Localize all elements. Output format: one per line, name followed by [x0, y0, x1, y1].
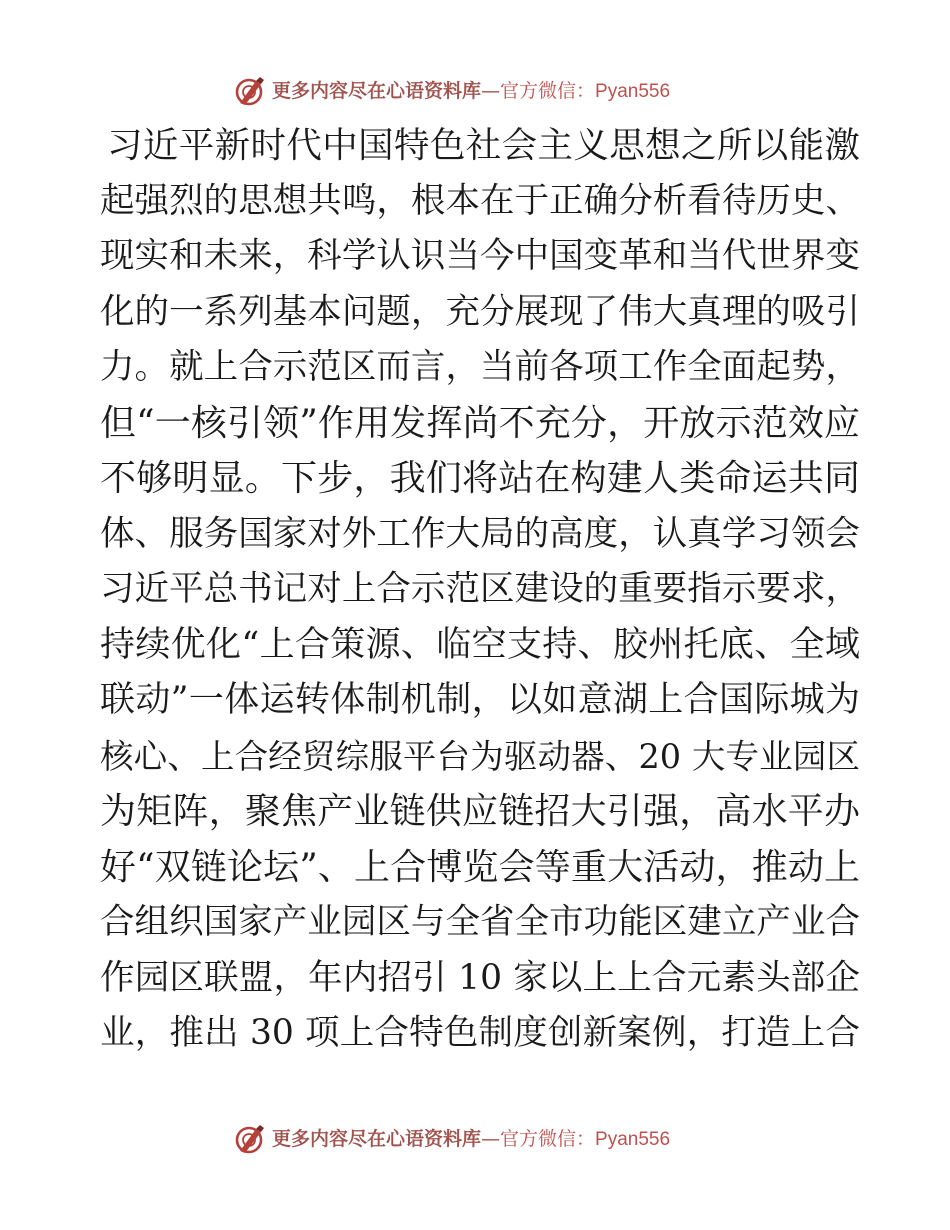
pen-logo-icon — [234, 76, 268, 106]
body-paragraph — [100, 118, 860, 1062]
text-line: 习近平总书记对上合示范区建设的重要指示要求， — [100, 569, 860, 609]
banner-text — [272, 78, 670, 105]
header-banner — [0, 72, 950, 112]
banner-main-text: 更多内容尽在心语资料库 — [272, 80, 482, 102]
text-line: 核心、上合经贸综服平台为驱动器、20 大专业园区 — [100, 736, 860, 776]
text-line: 持续优化“上合策源、临空支持、胶州托底、全域 — [100, 624, 860, 665]
text-line: 力。就上合示范区而言，当前各项工作全面起势， — [100, 347, 860, 387]
text-line: 为矩阵，聚焦产业链供应链招大引强，高水平办 — [100, 791, 860, 832]
text-line: 合组织国家产业园区与全省全市功能区建立产业合 — [100, 902, 860, 942]
banner-dash: — — [481, 1128, 501, 1150]
pen-logo-icon — [234, 1124, 268, 1154]
text-line: 作园区联盟，年内招引 10 家以上上合元素头部企 — [100, 957, 860, 998]
text-line: 联动”一体运转体制机制，以如意湖上合国际城为 — [100, 680, 860, 720]
footer-banner — [0, 1120, 950, 1160]
text-line: 化的一系列基本问题，充分展现了伟大真理的吸引 — [100, 291, 860, 332]
text-line: 体、服务国家对外工作大局的高度，认真学习领会 — [100, 513, 860, 554]
text-line: 现实和未来，科学认识当今中国变革和当代世界变 — [100, 236, 860, 276]
banner-text — [272, 1126, 670, 1153]
banner-wechat-id: Pyan556 — [595, 1129, 671, 1150]
text-line: 业，推出 30 项上合特色制度创新案例，打造上合 — [100, 1013, 860, 1053]
text-line: 但“一核引领”作用发挥尚不充分，开放示范效应 — [100, 402, 860, 444]
text-line: 不够明显。下步，我们将站在构建人类命运共同 — [100, 458, 860, 499]
text-line: 习近平新时代中国特色社会主义思想之所以能激 — [107, 125, 860, 166]
banner-wechat-label: 官方微信： — [500, 1128, 596, 1150]
banner-wechat-id: Pyan556 — [595, 81, 671, 102]
banner-wechat-label: 官方微信： — [500, 80, 596, 102]
text-line: 起强烈的思想共鸣，根本在于正确分析看待历史、 — [100, 180, 860, 221]
banner-main-text: 更多内容尽在心语资料库 — [272, 1128, 482, 1150]
text-line: 好“双链论坛”、上合博览会等重大活动，推动上 — [100, 846, 860, 888]
banner-dash: — — [481, 80, 501, 102]
